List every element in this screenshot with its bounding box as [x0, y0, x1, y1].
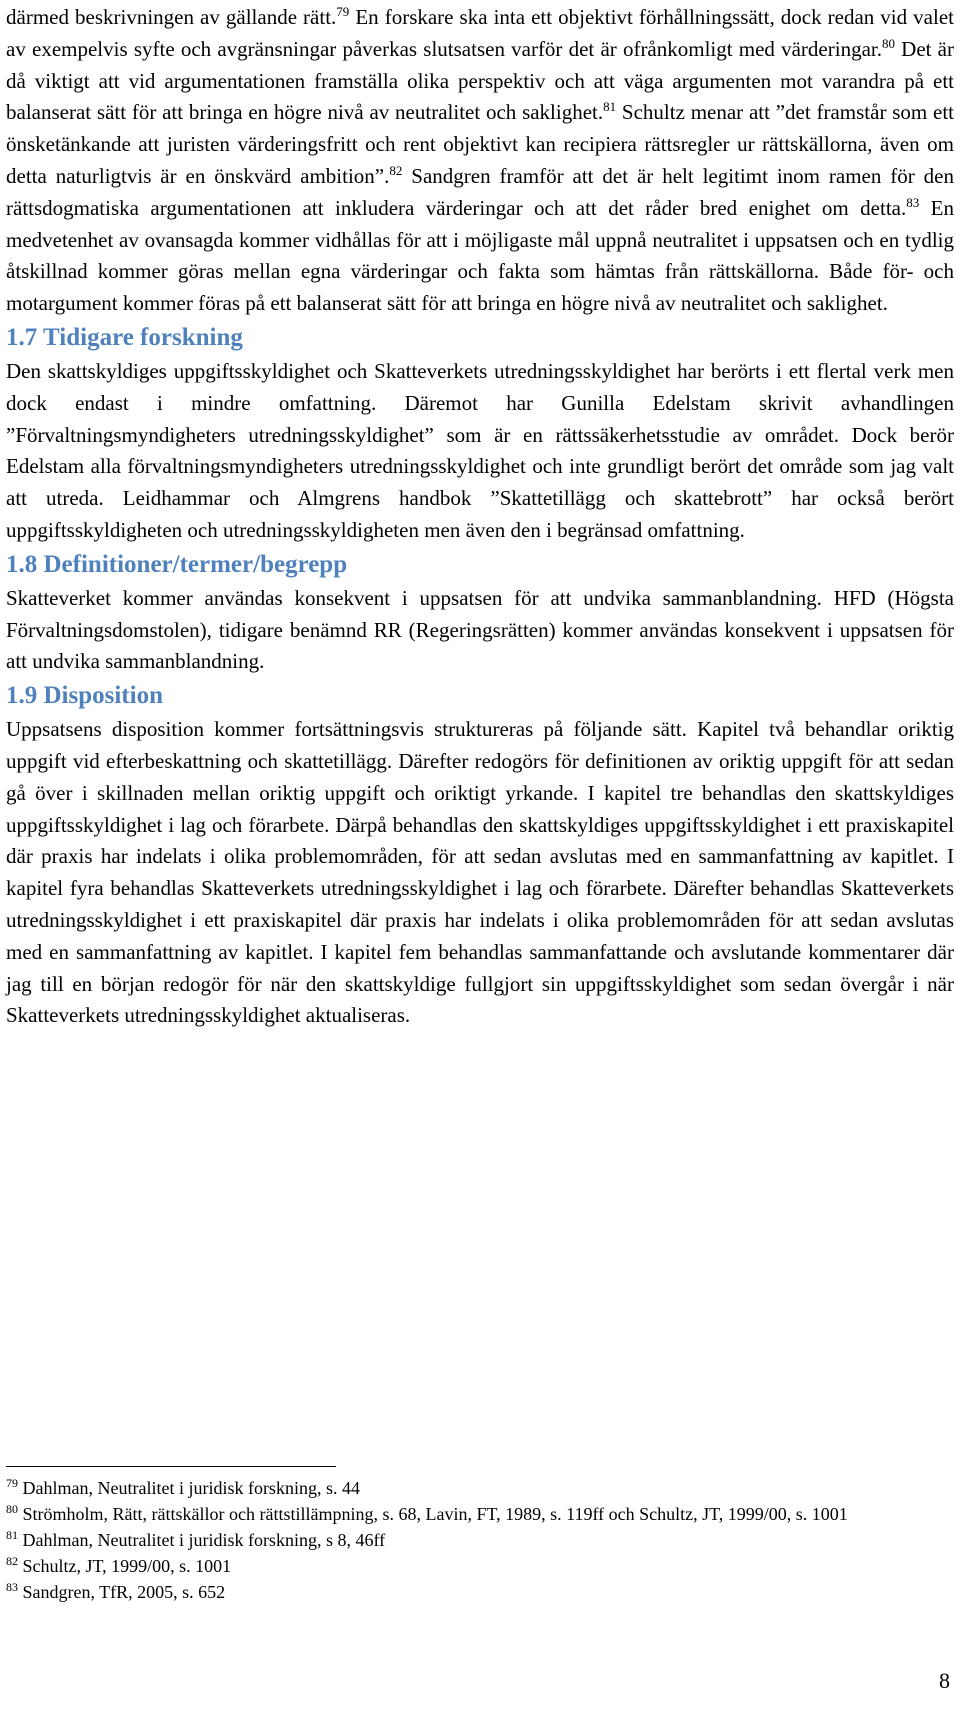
- section-heading-1-9: 1.9 Disposition: [6, 682, 163, 710]
- section-body-1-7: Den skattskyldiges uppgiftsskyldighet och Skatteverkets utredningsskyldighet har berörts i ett flertal verk men dock endast i mindre omfattning. Däremot har Gunilla Edelstam skrivit avhandlingen ”Förvaltningsmyndigheters utredningsskyldighet” som är en rättssäkerhetsstudie av området. Dock berör Edelstam alla förvaltningsmyndigheters utredningsskyldighet och inte grundligt berört det område som jag valt att utreda. Leidhammar och Almgrens handbok ”Skattetillägg och skattebrott” har också berört uppgiftsskyldigheten och utredningsskyldigheten men även den i begränsad omfattning.: [6, 358, 954, 542]
- footnote-80: [6, 1501, 954, 1527]
- intro-text-6: En medvetenhet av ovansagda kommer vidhållas för att i möjligaste mål uppnå neutralitet i uppsatsen och en tydlig åtskillnad kommer göras mellan egna värderingar och fakta som hämtas från rättskällorna. Både för- och motargument kommer föras på ett balanserat sätt för att bringa en högre nivå av neutralitet och saklighet.: [6, 195, 955, 316]
- footnote-marker-82[interactable]: 82: [389, 162, 403, 178]
- intro-paragraph: [6, 2, 954, 320]
- footnote-text: Dahlman, Neutralitet i juridisk forskning, s 8, 46ff: [18, 1530, 386, 1550]
- footnote-marker-83[interactable]: 83: [906, 194, 920, 210]
- footnote-text: Schultz, JT, 1999/00, s. 1001: [18, 1556, 232, 1576]
- footnote-number: 80: [6, 1502, 18, 1516]
- intro-text-2: En forskare ska inta ett objektivt förhållningssätt, dock redan vid valet av exempelvis syfte och avgränsningar påverkas slutsatsen varför det är ofrånkomligt med värderingar.: [6, 5, 954, 61]
- footnote-marker-81[interactable]: 81: [603, 99, 617, 115]
- section-heading-1-8: 1.8 Definitioner/termer/begrepp: [6, 550, 348, 578]
- footnote-text: Sandgren, TfR, 2005, s. 652: [18, 1582, 226, 1602]
- footnote-text: Strömholm, Rätt, rättskällor och rättstillämpning, s. 68, Lavin, FT, 1989, s. 119ff och Schultz, JT, 1999/00, s. 1001: [18, 1504, 848, 1524]
- footnote-81: [6, 1527, 954, 1553]
- footnote-83: [6, 1579, 954, 1605]
- footnote-text: Dahlman, Neutralitet i juridisk forskning, s. 44: [18, 1478, 360, 1498]
- intro-text-4: Schultz menar att ”det framstår som ett önsketänkande att juristen värderingsfritt och rent objektivt kan recipiera rättsregler ur rättskällorna, även om detta naturligtvis är en önskvärd ambition”.: [6, 100, 954, 188]
- footnote-79: [6, 1475, 954, 1501]
- footnote-separator: [6, 1466, 336, 1467]
- page-number: 8: [939, 1668, 950, 1693]
- document-page: [6, 2, 954, 1032]
- footnote-number: 79: [6, 1476, 18, 1490]
- footnote-marker-79[interactable]: 79: [336, 4, 350, 19]
- intro-text-1: därmed beskrivningen av gällande rätt.: [6, 5, 337, 29]
- intro-text-3: Det är då viktigt att vid argumentationen framställa olika perspektiv och att väga argumenten mot varandra på ett balanserat sätt för att bringa en högre nivå av neutralitet och saklighet.: [6, 36, 954, 125]
- footnote-number: 82: [6, 1554, 18, 1568]
- footnote-marker-80[interactable]: 80: [881, 35, 895, 51]
- section-heading-1-7: 1.7 Tidigare forskning: [6, 323, 243, 351]
- footnote-number: 81: [6, 1528, 18, 1542]
- section-body-1-9: Uppsatsens disposition kommer fortsättningsvis struktureras på följande sätt. Kapitel två behandlar oriktig uppgift vid efterbeskattning och skattetillägg. Därefter redogörs för definitionen av oriktig uppgift för att sedan gå över i skillnaden mellan oriktig uppgift och oriktigt yrkande. I kapitel tre behandlas den skattskyldiges uppgiftsskyldighet i lag och förarbete. Därpå behandlas den skattskyldiges uppgiftsskyldighet i ett praxiskapitel där praxis har indelats i olika problemområden, för att sedan avslutas med en sammanfattning av kapitlet. I kapitel fyra behandlas Skatteverkets utredningsskyldighet i lag och förarbete. Därefter behandlas Skatteverkets utredningsskyldighet i ett praxiskapitel där praxis har indelats i olika problemområden för att sedan avslutas med en sammanfattning av kapitlet. I kapitel fem behandlas sammanfattande och avslutande kommentarer där jag till en början redogör för när den skattskyldige fullgjort sin uppgiftsskyldighet som sedan övergår i när Skatteverkets utredningsskyldighet aktualiseras.: [6, 717, 954, 1028]
- footnote-number: 83: [6, 1580, 18, 1594]
- footnote-82: [6, 1553, 954, 1579]
- section-body-1-8: Skatteverket kommer användas konsekvent i uppsatsen för att undvika sammanblandning. HFD (Högsta Förvaltningsdomstolen), tidigare benämnd RR (Regeringsrätten) kommer användas konsekvent i uppsatsen för att undvika sammanblandning.: [6, 585, 954, 674]
- intro-text-5: Sandgren framför att det är helt legitimt inom ramen för den rättsdogmatiska argumentationen att inkludera värderingar och att det råder bred enighet om detta.: [6, 163, 954, 220]
- footnotes: [6, 1475, 954, 1605]
